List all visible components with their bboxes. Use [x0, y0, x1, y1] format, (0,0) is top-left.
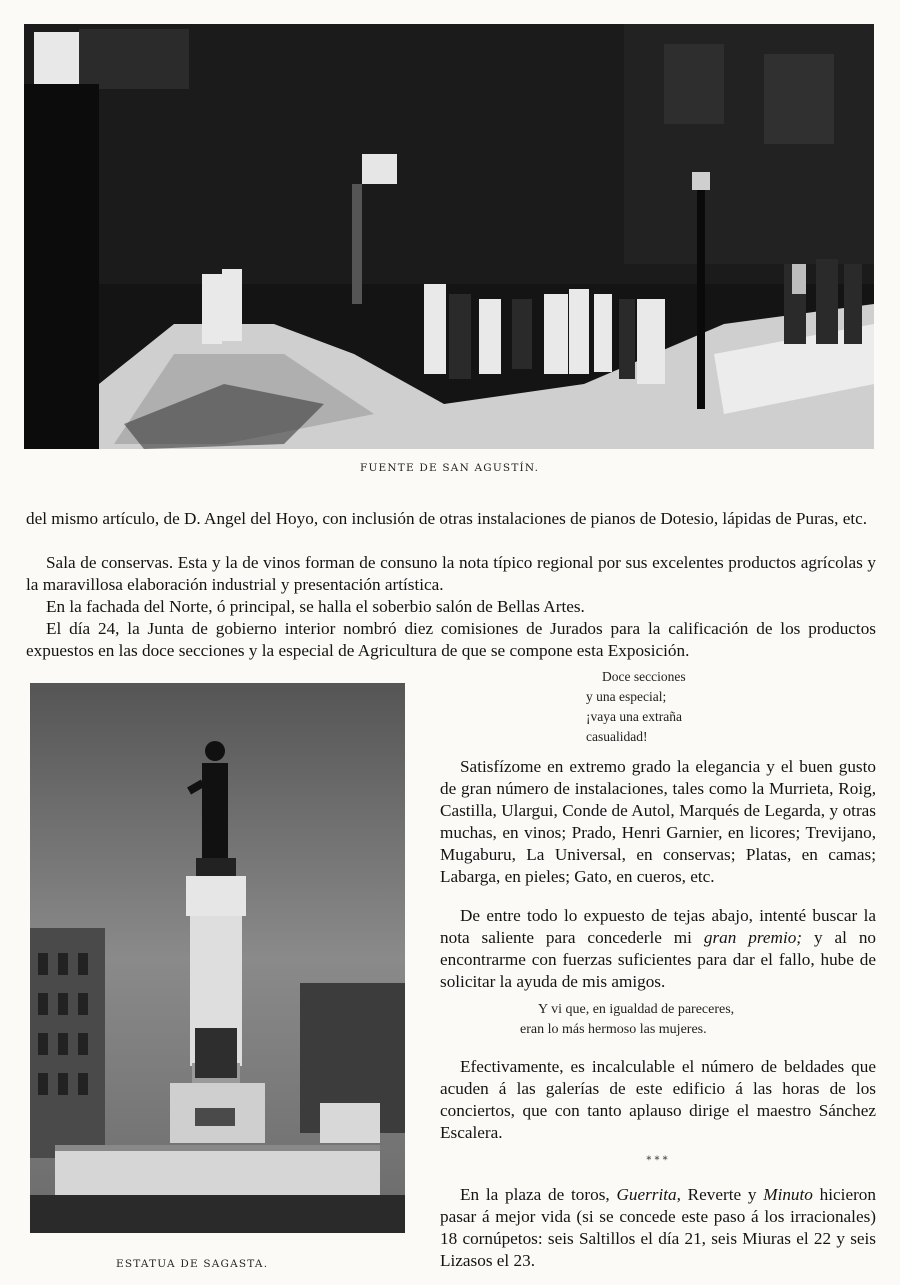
text-run-italic: Minuto — [763, 1185, 813, 1204]
paragraph-de-entre — [440, 905, 876, 993]
verse-igualdad — [520, 1000, 734, 1040]
text-run: hicieron pasar á mejor vida (si se concede este paso á los irracionales) 18 cornúpetos: seis Saltillos el día 21, seis Miuras el 22 y seis Lizasos el 23. — [440, 1185, 876, 1270]
text-run-italic: gran premio; — [703, 928, 803, 947]
verse-line: y una especial; — [586, 689, 667, 704]
text-run: y al no encontrarme con fuerzas suficientes para dar el fallo, hube de solicitar la ayuda de mis amigos. — [440, 928, 877, 991]
paragraph-sala-conservas: Sala de conservas. Esta y la de vinos forman de consuno la nota típico regional por sus excelentes productos agrícolas y la maravillosa elaboración industrial y presentación artística. — [26, 553, 876, 594]
paragraph-plaza-toros — [440, 1184, 876, 1272]
paragraph-satisfizome: Satisfízome en extremo grado la elegancia y el buen gusto de gran número de instalaciones, tales como la Murrieta, Roig, Castilla, Ulargui, Conde de Autol, Marqués de Legarda, y otras muchas, en vinos; Prado, Henri Garnier, en licores; Trevijano, Mugaburu, La Universal, en conservas; Platas, en camas; Labarga, en pieles; Gato, en cueros, etc. — [440, 757, 876, 886]
photo-caption-sagasta: ESTATUA DE SAGASTA. — [116, 1258, 269, 1270]
verse-doce-secciones — [586, 667, 686, 747]
paragraph-efectivamente: Efectivamente, es incalculable el número de beldades que acuden á las galerías de este edificio á las horas de los conciertos, que con tanto aplauso dirige el maestro Sánchez Escalera. — [440, 1057, 876, 1142]
verse-line: casualidad! — [586, 729, 648, 744]
paragraph-fachada-norte: En la fachada del Norte, ó principal, se halla el soberbio salón de Bellas Artes. — [46, 597, 585, 616]
section-separator: * * * — [646, 1155, 668, 1166]
estatua-sagasta-photo — [30, 683, 405, 1233]
verse-line: eran lo más hermoso las mujeres. — [520, 1022, 707, 1037]
paragraph-continuation: del mismo artículo, de D. Angel del Hoyo, con inclusión de otras instalaciones de pianos de Dotesio, lápidas de Puras, etc. — [26, 509, 868, 528]
text-run-italic: Guerrita — [616, 1185, 677, 1204]
photo-caption-fuente: FUENTE DE SAN AGUSTÍN. — [360, 462, 540, 474]
text-run: En la plaza de toros, — [460, 1185, 617, 1204]
text-run: , Reverte y — [676, 1185, 764, 1204]
verse-line: Y vi que, en igualdad de pareceres, — [538, 1002, 735, 1017]
verse-line: ¡vaya una extraña — [586, 709, 682, 724]
fuente-san-agustin-photo — [24, 24, 874, 449]
paragraph-junta-gobierno: El día 24, la Junta de gobierno interior nombró diez comisiones de Jurados para la calificación de los productos expuestos en las doce secciones y la especial de Agricultura de que se compone esta Exposición. — [26, 619, 876, 660]
text-run: De entre todo lo expuesto de tejas abajo, intenté buscar la nota saliente para concederle mi — [440, 906, 876, 947]
verse-line: Doce secciones — [602, 669, 686, 684]
